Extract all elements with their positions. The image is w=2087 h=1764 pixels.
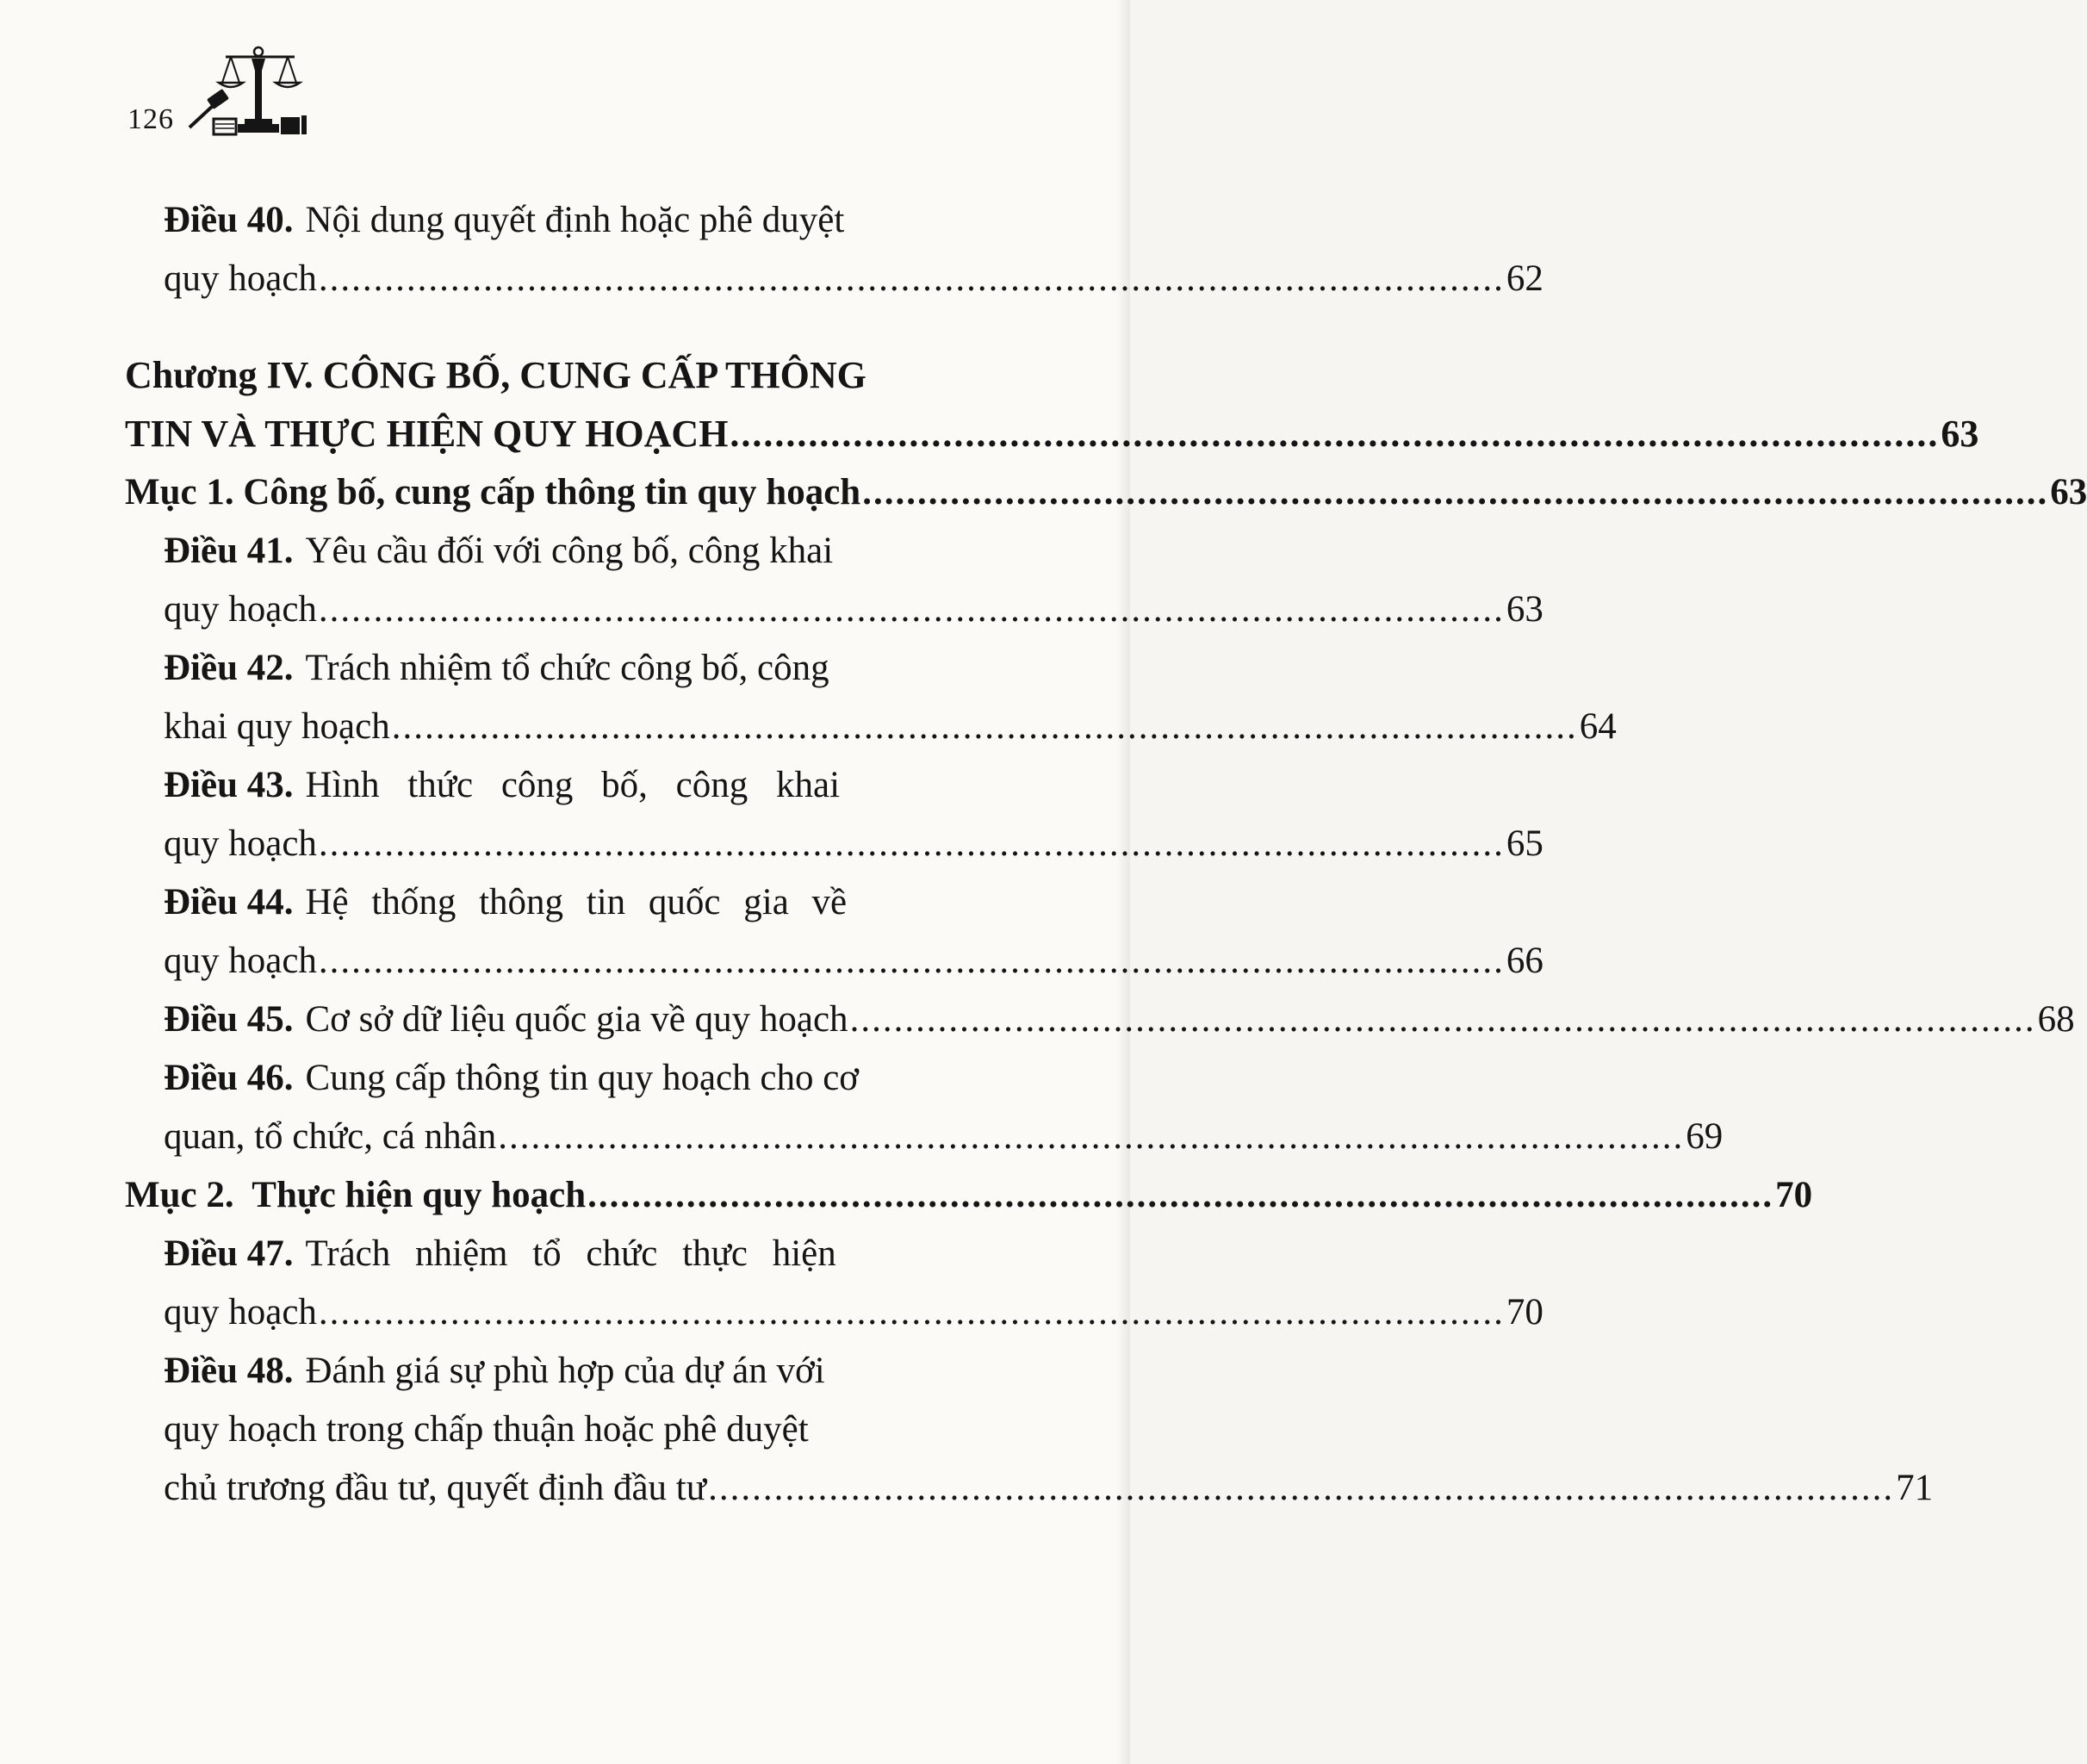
article-label: Điều 40. — [164, 200, 294, 240]
toc-line-1 — [164, 756, 1130, 815]
page-ref: 63 — [1941, 413, 1979, 455]
article-title: Nội dung quyết định hoặc phê duyệt — [305, 200, 845, 240]
toc-entry-dieu-43 — [0, 756, 1544, 873]
chapter-title-line-2: TIN VÀ THỰC HIỆN QUY HOẠCH — [125, 413, 729, 455]
toc-line-2: quy hoạch trong chấp thuận hoặc phê duyệt — [164, 1409, 809, 1450]
page-ref: 69 — [1686, 1116, 1724, 1157]
leader-dots: ............................................................................................................ — [391, 706, 1578, 747]
leader-dots: ............................................................................................................ — [318, 589, 1505, 630]
article-title-cont: quy hoạch — [164, 1292, 317, 1332]
article-label: Điều 48. — [164, 1351, 294, 1391]
toc-entry-dieu-42 — [0, 639, 1617, 756]
toc-section-muc-1 — [0, 463, 2087, 522]
toc-line-last — [164, 250, 1544, 308]
page-ref: 62 — [1506, 258, 1544, 299]
leader-dots: ............................................................................................................ — [587, 1175, 1774, 1215]
toc-entry-dieu-46 — [0, 1049, 1724, 1166]
article-label: Điều 43. — [164, 765, 294, 805]
scales-of-justice-gavel-icon — [188, 43, 334, 138]
toc-line-last — [164, 932, 1544, 991]
toc-entry-dieu-45 — [0, 991, 2075, 1049]
article-title-cont: chủ trương đầu tư, quyết định đầu tư — [164, 1468, 707, 1508]
toc-entry-dieu-48 — [0, 1342, 1934, 1518]
page-header — [127, 43, 334, 138]
article-title-cont: quy hoạch — [164, 589, 317, 630]
toc-line-1 — [164, 873, 1130, 932]
article-label: Điều 47. — [164, 1233, 294, 1274]
toc-line-last — [164, 698, 1617, 756]
leader-dots: ............................................................................................................ — [862, 472, 2049, 512]
leader-dots: ............................................................................................................ — [318, 941, 1505, 981]
article-title: Đánh giá sự phù hợp của dự án với — [305, 1351, 825, 1391]
page-ref: 66 — [1506, 941, 1544, 981]
article-title-cont: quan, tổ chức, cá nhân — [164, 1116, 497, 1157]
article-title-cont: quy hoạch — [164, 941, 317, 981]
toc-line-1 — [164, 639, 1130, 698]
article-label: Điều 44. — [164, 882, 294, 922]
leader-dots: ............................................................................................................ — [318, 258, 1505, 299]
article-title: Hệ thống thông tin quốc gia về — [305, 882, 848, 922]
toc-chapter-4 — [0, 346, 1979, 463]
toc-line-1 — [164, 522, 1130, 581]
toc-entry-dieu-40 — [0, 191, 1544, 308]
chapter-title-line-1: Chương IV. CÔNG BỐ, CUNG CẤP THÔNG — [125, 354, 866, 396]
page-ref: 65 — [1506, 823, 1544, 864]
article-title: Yêu cầu đối với công bố, công khai — [305, 531, 834, 571]
toc-line-1 — [164, 1342, 1130, 1401]
toc-line-last — [164, 1283, 1544, 1342]
article-title: Trách nhiệm tổ chức công bố, công — [305, 648, 829, 688]
page-ref: 63 — [1506, 589, 1544, 630]
page-ref: 68 — [2037, 999, 2075, 1040]
toc-line-last — [164, 991, 2075, 1049]
leader-dots: ............................................................................................................ — [318, 823, 1505, 864]
page-number: 126 — [127, 103, 174, 135]
article-title: Cơ sở dữ liệu quốc gia về quy hoạch — [305, 999, 848, 1040]
leader-dots: ............................................................................................................ — [730, 413, 1940, 455]
toc-line-last — [164, 815, 1544, 873]
page-ref: 64 — [1579, 706, 1617, 747]
toc-line-last — [164, 581, 1544, 639]
page-ref: 63 — [2050, 472, 2087, 512]
leader-dots: ............................................................................................................ — [849, 999, 2036, 1040]
article-label: Điều 41. — [164, 531, 294, 571]
article-title: Trách nhiệm tổ chức thực hiện — [305, 1233, 836, 1274]
article-title: Cung cấp thông tin quy hoạch cho cơ — [305, 1058, 860, 1098]
toc-entry-dieu-41 — [0, 522, 1544, 639]
article-title-cont: quy hoạch — [164, 258, 317, 299]
toc-line-1 — [164, 191, 1130, 250]
article-label: Điều 46. — [164, 1058, 294, 1098]
toc-line-1 — [164, 1049, 1130, 1108]
page-ref: 71 — [1896, 1468, 1934, 1508]
page-ref: 70 — [1775, 1175, 1813, 1215]
toc-entry-dieu-47 — [0, 1225, 1544, 1342]
toc-line-last — [125, 463, 2087, 522]
toc-line-1 — [164, 1225, 1130, 1283]
toc-line-last — [164, 1108, 1724, 1166]
leader-dots: ............................................................................................................ — [318, 1292, 1505, 1332]
toc-line-last — [164, 1459, 1934, 1518]
page-ref: 70 — [1506, 1292, 1544, 1332]
leader-dots: ............................................................................................................ — [708, 1468, 1895, 1508]
table-of-contents — [0, 191, 2087, 1518]
article-label: Điều 42. — [164, 648, 294, 688]
toc-line-last — [125, 405, 1979, 463]
toc-section-muc-2 — [0, 1166, 1813, 1225]
article-title-cont: khai quy hoạch — [164, 706, 390, 747]
section-title: Mục 2. Thực hiện quy hoạch — [125, 1175, 587, 1215]
leader-dots: ............................................................................................................ — [498, 1116, 1685, 1157]
article-title: Hình thức công bố, công khai — [305, 765, 841, 805]
section-title: Mục 1. Công bố, cung cấp thông tin quy hoạch — [125, 472, 861, 512]
article-title-cont: quy hoạch — [164, 823, 317, 864]
toc-entry-dieu-44 — [0, 873, 1544, 991]
article-label: Điều 45. — [164, 999, 294, 1040]
toc-line-last — [125, 1166, 1813, 1225]
